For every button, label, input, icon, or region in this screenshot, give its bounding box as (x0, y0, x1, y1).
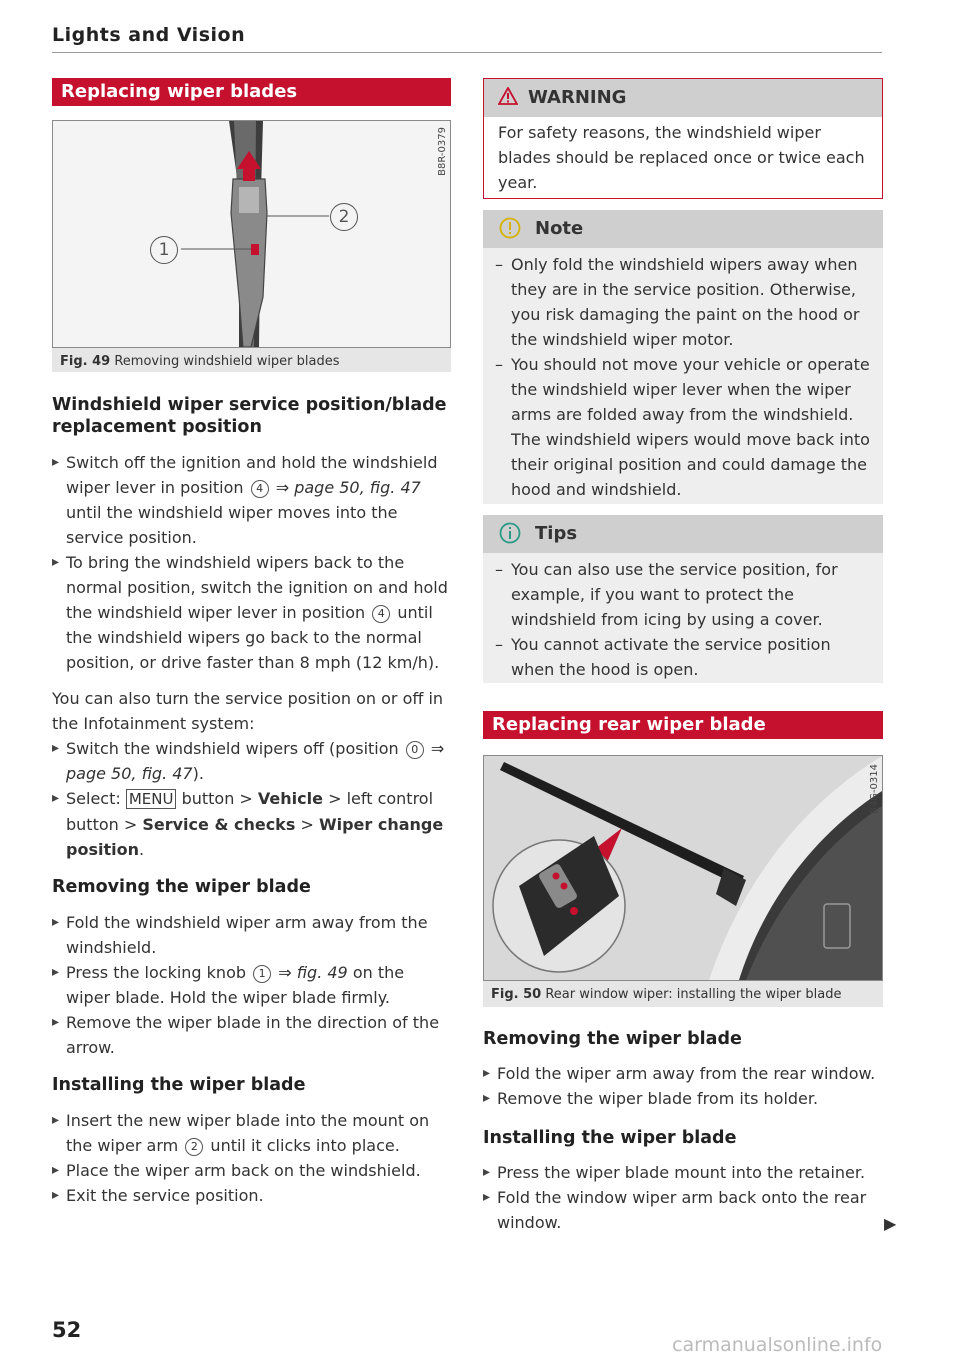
heading-removing-wiper-blade: Removing the wiper blade (483, 1029, 742, 1049)
list-item: – Only fold the windshield wipers away when they are in the service position. Otherwise, you risk damaging the paint on the hood or the windshield wiper motor. (483, 252, 871, 352)
position-0-symbol: 0 (406, 741, 424, 759)
list-item: ▸ Insert the new wiper blade into the mount on the wiper arm 2 until it clicks into place. (52, 1108, 452, 1158)
list-item: – You can also use the service position, for example, if you want to protect the windshield from icing by using a cover. (483, 557, 871, 632)
tips-title: Tips (535, 523, 578, 544)
callout-1: 1 (150, 236, 178, 264)
heading-installing-wiper-blade: Installing the wiper blade (483, 1128, 737, 1148)
heading-installing-wiper-blade: Installing the wiper blade (52, 1075, 306, 1095)
heading-service-position: Windshield wiper service position/blade replacement position (52, 395, 447, 437)
caption-label: Fig. 50 (491, 987, 542, 1002)
watermark: carmanualsonline.info (672, 1334, 883, 1356)
paragraph-infotainment: You can also turn the service position on or off in the Infotainment system: (52, 689, 444, 733)
page-number: 52 (52, 1318, 82, 1342)
caption-text: Rear window wiper: installing the wiper blade (545, 987, 842, 1002)
wiper-arm-symbol: 2 (185, 1138, 203, 1156)
caption-label: Fig. 49 (60, 354, 111, 369)
info-circle-icon (499, 522, 521, 544)
caption-text: Removing windshield wiper blades (114, 354, 340, 369)
list-item: – You cannot activate the service position when the hood is open. (483, 632, 871, 682)
locking-knob-marker (251, 244, 259, 255)
note-box (483, 210, 883, 504)
position-4-symbol: 4 (372, 605, 390, 623)
figure-50-caption (483, 981, 883, 1007)
figure-code: B8R-0379 (437, 127, 448, 176)
note-header (483, 210, 883, 248)
tips-header (483, 515, 883, 553)
callout-2: 2 (330, 203, 358, 231)
warning-header (484, 79, 882, 117)
tips-box (483, 515, 883, 683)
list-item: ▸ Switch off the ignition and hold the windshield wiper lever in position 4 ⇒ page 50, fig. 47 until the windshield wiper moves into the service position. (52, 450, 452, 550)
list-item: ▸ Fold the window wiper arm back onto the rear window. (483, 1185, 883, 1235)
list-item: – You should not move your vehicle or operate the windshield wiper lever when the wiper arms are folded away from the windshield. The windshield wipers would move back into their original position and could damage the hood and windshield. (483, 352, 871, 502)
list-item: ▸ Fold the wiper arm away from the rear window. (483, 1061, 883, 1086)
warning-title: WARNING (528, 87, 627, 108)
list-item: ▸ Select: MENU button > Vehicle > left control button > Service & checks > Wiper change position. (52, 786, 452, 862)
position-4-symbol: 4 (251, 480, 269, 498)
left-body (52, 450, 452, 1208)
warning-text: For safety reasons, the windshield wiper blades should be replaced once or twice each year. (498, 123, 865, 192)
list-item: ▸ Place the wiper arm back on the windshield. (52, 1158, 452, 1183)
list-item: ▸ Switch the windshield wipers off (position 0 ⇒ page 50, fig. 47). (52, 736, 452, 786)
wiper-arm-illustration (53, 121, 450, 347)
running-header: Lights and Vision (52, 24, 246, 46)
header-rule (52, 52, 882, 53)
list-item: ▸ Exit the service position. (52, 1183, 452, 1208)
figure-code: B4G-0314 (869, 764, 880, 815)
cross-reference-link[interactable]: ⇒ page 50, fig. 47 (275, 478, 421, 497)
locking-knob-symbol: 1 (253, 965, 271, 983)
section-title-replacing-rear-wiper-blade: Replacing rear wiper blade (483, 711, 883, 739)
list-item: ▸ Remove the wiper blade from its holder. (483, 1086, 883, 1111)
figure-49-image (52, 120, 451, 348)
figure-50-image (483, 755, 883, 981)
exclamation-circle-icon (499, 217, 521, 239)
list-item: ▸ Remove the wiper blade in the direction of the arrow. (52, 1010, 452, 1060)
list-item: ▸ Press the locking knob 1 ⇒ fig. 49 on the wiper blade. Hold the wiper blade firmly. (52, 960, 452, 1010)
list-item: ▸ Fold the windshield wiper arm away from the windshield. (52, 910, 452, 960)
note-title: Note (535, 218, 584, 239)
rear-wiper-illustration (484, 756, 882, 980)
cross-reference-link[interactable]: ⇒ page 50, fig. 47 (66, 739, 445, 783)
cross-reference-link[interactable]: ⇒ fig. 49 (278, 963, 348, 982)
heading-removing-wiper-blade: Removing the wiper blade (52, 877, 311, 897)
list-item: ▸ Press the wiper blade mount into the retainer. (483, 1160, 883, 1185)
menu-key: MENU (126, 789, 177, 809)
figure-49-caption (52, 348, 451, 372)
section-title-replacing-wiper-blades: Replacing wiper blades (52, 78, 451, 106)
list-item: ▸ To bring the windshield wipers back to the normal position, switch the ignition on and hold the windshield wiper lever in position 4 until the windshield wipers go back to the normal position, or drive faster than 8 mph (12 km/h). (52, 550, 452, 675)
warning-box (483, 78, 883, 199)
warning-triangle-icon (498, 87, 518, 105)
continue-arrow-icon: ▶ (884, 1214, 897, 1233)
